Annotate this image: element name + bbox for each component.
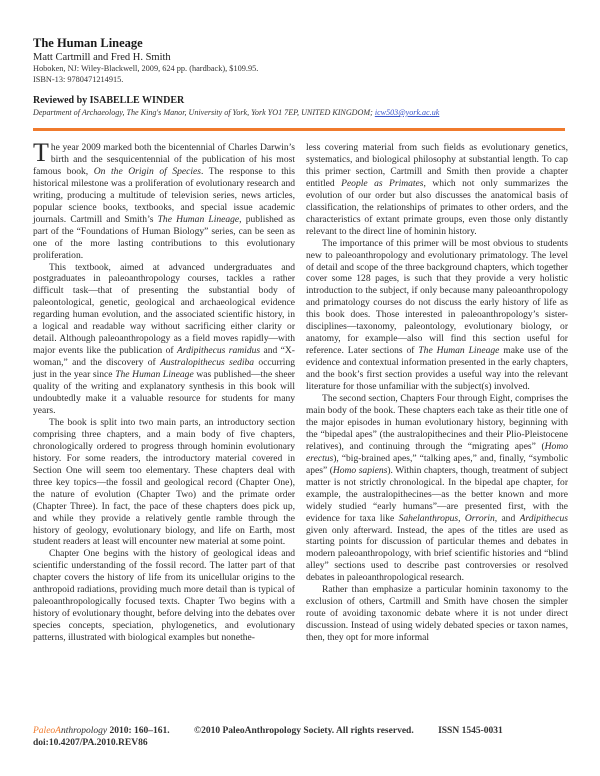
book-authors: Matt Cartmill and Fred H. Smith [33, 52, 171, 63]
reviewer-name: Reviewed by ISABELLE WINDER [33, 95, 185, 106]
reviewer-affiliation [33, 107, 573, 118]
right-column [306, 142, 568, 644]
paragraph-2: This textbook, aimed at advanced undergraduates and postgraduates in paleoanthropology courses, tackles a rather difficult task—that of presenting the substantial body of paleontological, genetic, geological and archaeological evidence regarding human evolution, and the associated scientific history, in a logical and readable way without sacrificing either clarity or detail. Although paleoanthropology as a field moves rapidly—with major events like the publication of Ardipithecus ramidus and “X-woman,” and the discovery of Australopithecus sediba occurring just in the year since The Human Lineage was published—the sheer quality of the writing and explanatory synthesis in this book will undoubtedly make it a valuable resource for students for many years. [33, 261, 296, 416]
article-header [33, 36, 573, 85]
paragraph-4: Chapter One begins with the history of geological ideas and scientific understanding of the fossil record. The latter part of that chapter covers the history of life from its unicellular origins to the anthropoid radiations, providing much more detail than is typical of paleoanthropologically focused texts. Chapter Two begins with a history of evolutionary thought, before delving into the debates over species concepts, speciation, phylogenetics, and evolutionary patterns, illustrated with biological examples but nonethe- [33, 548, 295, 644]
paragraph-3: The book is split into two main parts, an introductory section comprising three chapters, and a main body of five chapters, chronologically ordered to progress through hominin evolutionary history. For some readers, the introductory material covered in Section One will seem too elementary. These chapters deal with three key topics—the fossil and geological record (Chapter One), the nature of evolution (Chapter Two) and the primate order (Chapter Three). In fact, the pace of these chapters does pick up, and while they provide a relatively gentle ramble through the history of geology, evolutionary biology, and life on Earth, most student readers at least will encounter new material at some point. [33, 416, 295, 548]
isbn: ISBN-13: 9780471214915. [33, 74, 124, 84]
paragraph-5: The importance of this primer will be most obvious to students new to paleoanthropology and evolutionary primatology. The level of detail and scope of the three background chapters, which together cover some 128 pages, is such that they provide a very holistic introduction to the subject, if only because many paleoanthropology and primatology courses do not discuss the early history of life as this book does. Those interested in paleoanthropology’s sister-disciplines—taxonomy, paleontology, evolutionary biology, or anatomy, for example—also will find this section useful for reference. Later sections of The Human Lineage make use of the evidence and contextual information presented in the early chapters, and the book’s first section provides a useful way into the relevant literature for those unfamiliar with the subject(s) involved. [306, 237, 568, 393]
paragraph-4-continued: less covering material from such fields as evolutionary genetics, systematics, and biological philosophy at substantial length. To cap this primer section, Cartmill and Smith then provide a chapter entitled People as Primates, which not only summarizes the evolution of our order but also discusses the anatomical basis of classification, the relationships of primates to other orders, and the characteristics of extant primate groups, even those only distantly relevant to the direct line of hominin history. [306, 142, 568, 237]
paragraph-7: Rather than emphasize a particular hominin taxonomy to the exclusion of others, Cartmill and Smith have chosen the simpler route of avoiding taxonomic debate where it is not under direct discussion. Instead of using widely debated species or taxon names, then, they opt for more informal [306, 584, 568, 644]
book-title: The Human Lineage [33, 36, 143, 50]
paragraph-1: The year 2009 marked both the bicentennial of Charles Darwin’s birth and the sesquicentennial of the publication of his most famous book, On the Origin of Species. The response to this historical milestone was a proliferation of evolutionary research and writing, producing a multitude of television series, news articles, popular science books, textbooks, and special issue academic journals. Cartmill and Smith’s The Human Lineage, published as part of the “Foundations of Human Biology” series, can be seen as one of the more lasting contributions to this evolutionary proliferation. [33, 138, 295, 261]
page-footer [33, 725, 573, 749]
citation: 2010: 160–161. [109, 726, 170, 736]
copyright: ©2010 PaleoAnthropology Society. All rights reserved. [194, 726, 414, 736]
left-column [33, 138, 296, 644]
footer-line-1: PaleoAnthropology 2010: 160–161. ©2010 PaleoAnthropology Society. All rights reserved. ISSN 1545-0031 [33, 726, 503, 736]
issn: ISSN 1545-0031 [438, 726, 503, 736]
reviewer-block [33, 94, 573, 118]
doi: doi:10.4207/PA.2010.REV86 [33, 738, 148, 748]
orange-divider [33, 128, 565, 131]
affiliation-text: Department of Archaeology, The King's Manor, University of York, York YO1 7EP, UNITED KINGDOM; [33, 108, 373, 117]
email-link[interactable]: icw503@york.ac.uk [374, 108, 440, 117]
publication-info: Hoboken, NJ: Wiley-Blackwell, 2009, 624 pp. (hardback), $109.95. [33, 64, 259, 73]
paragraph-6: The second section, Chapters Four through Eight, comprises the main body of the book. These chapters each take as their title one of the major episodes in human evolutionary history, beginning with the “bipedal apes” (the australopithecines and their Plio-Pleistocene relatives), and continuing through the “migrating apes” (Homo erectus), “big-brained apes,” “talking apes,” and, finally, “symbolic apes” (Homo sapiens). Within chapters, though, treatment of subject matter is not strictly chronological. In the bipedal ape chapter, for example, the australopithecines—as the better known and more widely studied “early humans”—are presented first, with the evidence for taxa like Sahelanthropus, Orrorin, and Ardipithecus given only afterward. Instead, the apes of the titles are used as starting points for discussion of particular themes and debates in modern paleoanthropology, with brief scientific histories and “blind alley” sections used to describe past controversies or resolved debates in paleoanthropological research. [306, 393, 568, 584]
drop-cap: T [33, 138, 49, 167]
